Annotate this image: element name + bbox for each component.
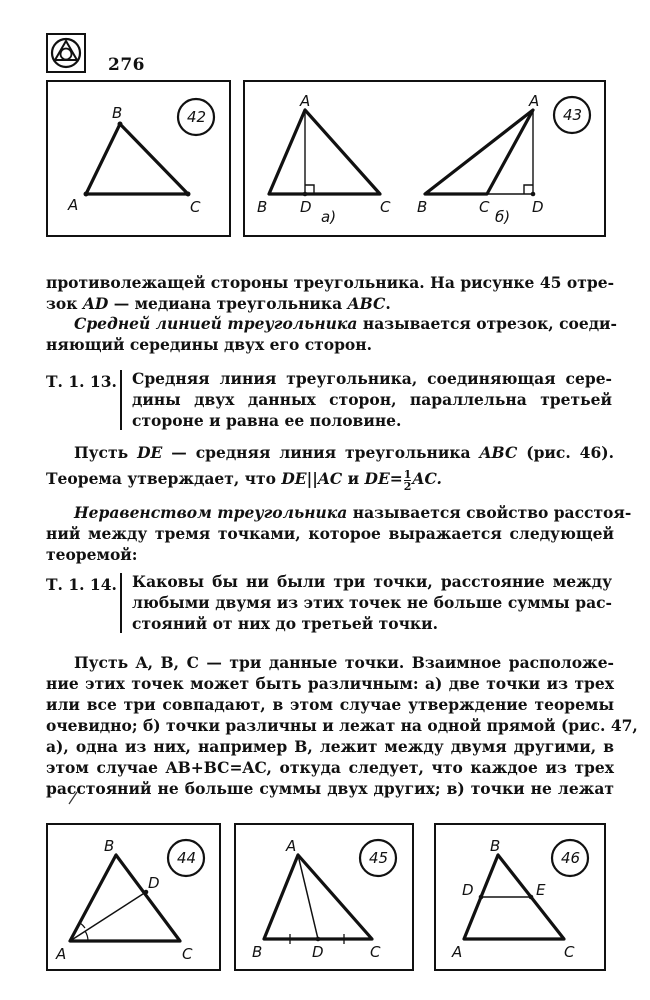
svg-text:A: A bbox=[529, 92, 540, 110]
paragraph-proof: Пусть A, B, C — три данные точки. Взаимное расположе- ние этих точек может быть различным: а) две точки из трех или все три совпадают, в этом случае утверждение теоремы очевидно; б) точки различны и лежат на одной прямой (рис. 47, а), одна из них, например B, лежит между двумя другими, в этом случае AB+BC=AC, откуда следует, что каждое из трех расстояний не больше суммы двух других; в) точки не лежат bbox=[46, 653, 638, 798]
figure-number: 43 bbox=[563, 106, 583, 124]
svg-text:B: B bbox=[104, 837, 115, 855]
paragraph-triangle-inequality: Неравенством треугольника называется свойство расстоя- ний между тремя точками, которое выражается следующей теоремой: bbox=[46, 503, 632, 564]
svg-text:C: C bbox=[370, 943, 381, 961]
figure-number: 46 bbox=[561, 849, 581, 867]
paragraph-median: противолежащей стороны треугольника. На рисунке 45 отре- зок AD — медиана треугольника ABC. bbox=[46, 273, 614, 313]
figure-number: 42 bbox=[187, 108, 207, 126]
caption-a: а) bbox=[321, 208, 337, 226]
pencil-mark bbox=[66, 790, 80, 806]
paragraph-midline-definition: Средней линией треугольника называется отрезок, соеди- няющий середины двух его сторон. bbox=[46, 314, 617, 354]
caption-b: б) bbox=[495, 208, 511, 226]
label-a: A bbox=[68, 196, 79, 214]
theorem-1-14-bar bbox=[120, 573, 122, 633]
figure-44 bbox=[46, 823, 221, 971]
theorem-1-14-text: Каковы бы ни были три точки, расстояние между любыми двумя из этих точек не больше суммы рас- стояний от них до третьей точки. bbox=[132, 572, 612, 633]
figure-43 bbox=[243, 80, 606, 237]
figure-number: 45 bbox=[369, 849, 389, 867]
svg-text:D: D bbox=[300, 198, 312, 216]
label-c: C bbox=[190, 198, 201, 216]
triangle-43b bbox=[425, 110, 535, 196]
svg-text:A: A bbox=[300, 92, 311, 110]
circle-triangle-emblem-icon bbox=[46, 33, 86, 73]
svg-text:C: C bbox=[182, 945, 193, 963]
theorem-1-13-bar bbox=[120, 370, 122, 430]
figure-46 bbox=[434, 823, 606, 971]
svg-text:B: B bbox=[417, 198, 428, 216]
svg-text:C: C bbox=[479, 198, 490, 216]
svg-text:B: B bbox=[252, 943, 263, 961]
svg-text:D: D bbox=[148, 874, 160, 892]
svg-text:D: D bbox=[312, 943, 324, 961]
label-b: B bbox=[112, 104, 123, 122]
page-number: 276 bbox=[108, 55, 145, 75]
figure-45 bbox=[234, 823, 414, 971]
svg-text:A: A bbox=[286, 837, 297, 855]
triangle-abc bbox=[86, 124, 188, 194]
svg-text:B: B bbox=[257, 198, 268, 216]
svg-text:D: D bbox=[462, 881, 474, 899]
svg-text:D: D bbox=[532, 198, 544, 216]
svg-text:B: B bbox=[490, 837, 501, 855]
fraction-one-half: $\frac{1}{2}$ bbox=[403, 467, 412, 493]
paragraph-de-midline: Пусть DE — средняя линия треугольника ABC (рис. 46). Теорема утверждает, что DE||AC и DE= $\frac{1}{2}$ AC. bbox=[46, 443, 614, 493]
svg-text:A: A bbox=[56, 945, 67, 963]
figure-42 bbox=[46, 80, 231, 237]
theorem-1-14-label: Т. 1. 14. bbox=[46, 575, 117, 594]
svg-text:A: A bbox=[452, 943, 463, 961]
emblem-graphic bbox=[48, 35, 84, 71]
figure-number: 44 bbox=[177, 849, 197, 867]
svg-text:E: E bbox=[536, 881, 546, 899]
svg-text:C: C bbox=[380, 198, 391, 216]
triangle-43a bbox=[269, 110, 380, 196]
theorem-1-13-label: Т. 1. 13. bbox=[46, 372, 117, 391]
svg-text:C: C bbox=[564, 943, 575, 961]
theorem-1-13-text: Средняя линия треугольника, соединяющая сере- дины двух данных сторон, параллельна третьей стороне и равна ее половине. bbox=[132, 369, 612, 430]
